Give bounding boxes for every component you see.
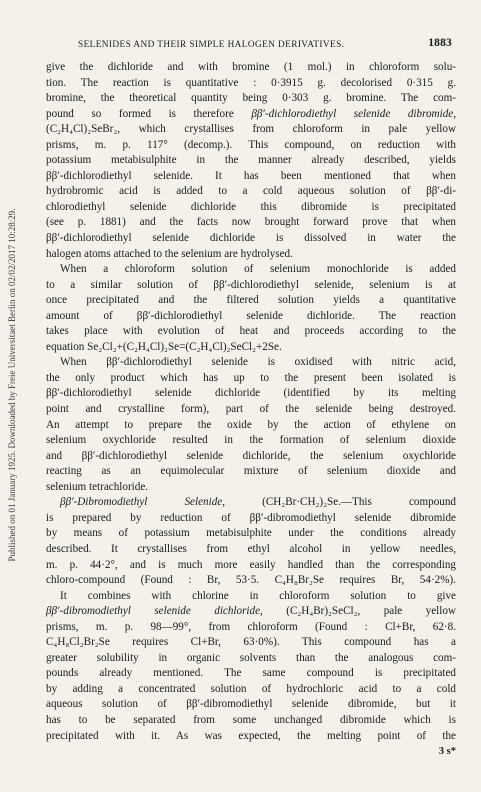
text-line: halogen atoms attached to the selenium are hydrolysed. <box>46 247 293 260</box>
text-line: to a similar solution of ββ′-dichlorodiethyl selenide, selenium is at <box>46 278 456 291</box>
text-line: (see p. 1881) and the facts now brought forward prove that when <box>46 216 456 229</box>
text-line: equation Se₂Cl₂+(C₂H₄Cl)₂Se=(C₂H₄Cl)₂SeCl₂+2Se. <box>46 340 282 353</box>
text-line: bromine, the theoretical quantity being 0·303 g. bromine. The com- <box>46 92 456 105</box>
download-watermark <box>6 40 18 730</box>
text-line: ββ′-dichlorodiethyl selenide dichloride is dissolved in water the <box>46 232 456 245</box>
text-line: once precipitated and the filtered solution yields a quantitative <box>46 294 456 307</box>
text-line: hydrobromic acid is added to a cold aqueous solution of ββ′-di- <box>46 185 456 198</box>
text-line: prisms, m. p. 98—99°, from chloroform (Found : Cl+Br, 62·8. <box>46 620 456 633</box>
text-line: greater solubility in organic solvents than the analogous com- <box>46 651 456 664</box>
text-line: the only product which has up to the present been isolated is <box>46 371 456 384</box>
text-line: reacting as an equimolecular mixture of selenium dioxide and <box>46 465 456 478</box>
text-line: amount of ββ′-dichlorodiethyl selenide dichloride. The reaction <box>46 309 456 322</box>
text-line: give the dichloride and with bromine (1 mol.) in chloroform solu- <box>46 61 456 73</box>
text-line: aqueous solution of ββ′-dibromodiethyl selenide dibromide, but it <box>46 698 456 711</box>
page-header <box>78 37 452 53</box>
text-line: precipitated with it. As was expected, the melting point of the <box>46 729 456 742</box>
text-line: ββ′-dibromodiethyl selenide dichloride, (C₂H₄Br)₂SeCl₂, pale yellow <box>46 605 456 618</box>
text-line: selenium tetrachloride. <box>46 480 149 493</box>
text-line: tion. The reaction is quantitative : 0·3915 g. decolorised 0·315 g. <box>46 76 456 89</box>
text-line: by adding a concentrated solution of hydrochloric acid to a cold <box>46 682 456 695</box>
text-line: pound so formed is therefore ββ′-dichlorodiethyl selenide dibromide, <box>46 107 456 120</box>
text-line: takes place with evolution of heat and proceeds according to the <box>46 325 456 338</box>
text-line: prisms, m. p. 117° (decomp.). This compound, on reduction with <box>46 138 456 151</box>
download-notice: Published on 01 January 1925. Downloaded by Freie Universitaet Berlin on 02/02/2017 10:28:29. <box>7 208 17 562</box>
text-line: is prepared by reduction of ββ′-dibromodiethyl selenide dibromide <box>46 511 456 524</box>
signature-mark: 3 s* <box>438 746 456 758</box>
text-line: (C₂H₄Cl)₂SeBr₂, which crystallises from chloroform in pale yellow <box>46 123 456 136</box>
text-line: ββ′-dichlorodiethyl selenide dichloride (identified by its melting <box>46 387 456 400</box>
text-line: m. p. 44·2°, and is much more easily handled than the corresponding <box>46 558 456 571</box>
page-number: 1883 <box>428 37 452 49</box>
text-line: described. It crystallises from ethyl alcohol in yellow needles, <box>46 542 456 555</box>
text-line: ββ′-Dibromodiethyl Selenide, (CH₂Br·CH₂)₂Se.—This compound <box>60 496 457 509</box>
text-line: ββ′-dichlorodiethyl selenide. It has been mentioned that when <box>46 169 456 182</box>
text-line: potassium metabisulphite in the manner already described, yields <box>46 154 456 167</box>
text-line: When ββ′-dichlorodiethyl selenide is oxidised with nitric acid, <box>60 356 456 369</box>
text-line: point and crystalline form), part of the selenide being destroyed. <box>46 403 456 416</box>
text-line: has to be separated from some unchanged dibromide which is <box>46 713 456 726</box>
text-line: C₄H₈Cl₂Br₂Se requires Cl+Br, 63·0%). This compound has a <box>46 636 456 649</box>
text-line: When a chloroform solution of selenium monochloride is added <box>60 263 456 276</box>
running-title: SELENIDES AND THEIR SIMPLE HALOGEN DERIVATIVES. <box>78 40 345 50</box>
text-line: chlorodiethyl selenide dichloride this dibromide is precipitated <box>46 200 456 213</box>
article-body <box>46 60 456 760</box>
text-line: selenium oxychloride resulted in the formation of selenium dioxide <box>46 434 456 447</box>
text-line: It combines with chlorine in chloroform solution to give <box>60 589 456 602</box>
text-line: pounds already mentioned. The same compound is precipitated <box>46 667 456 680</box>
text-line: by means of potassium metabisulphite under the conditions already <box>46 527 456 540</box>
text-line: An attempt to prepare the oxide by the action of ethylene on <box>46 418 456 431</box>
text-line: and ββ′-dichlorodiethyl selenide dichloride, the selenium oxychloride <box>46 449 456 462</box>
text-line: chloro-compound (Found : Br, 53·5. C₄H₈Br₂Se requires Br, 54·2%). <box>46 574 456 587</box>
